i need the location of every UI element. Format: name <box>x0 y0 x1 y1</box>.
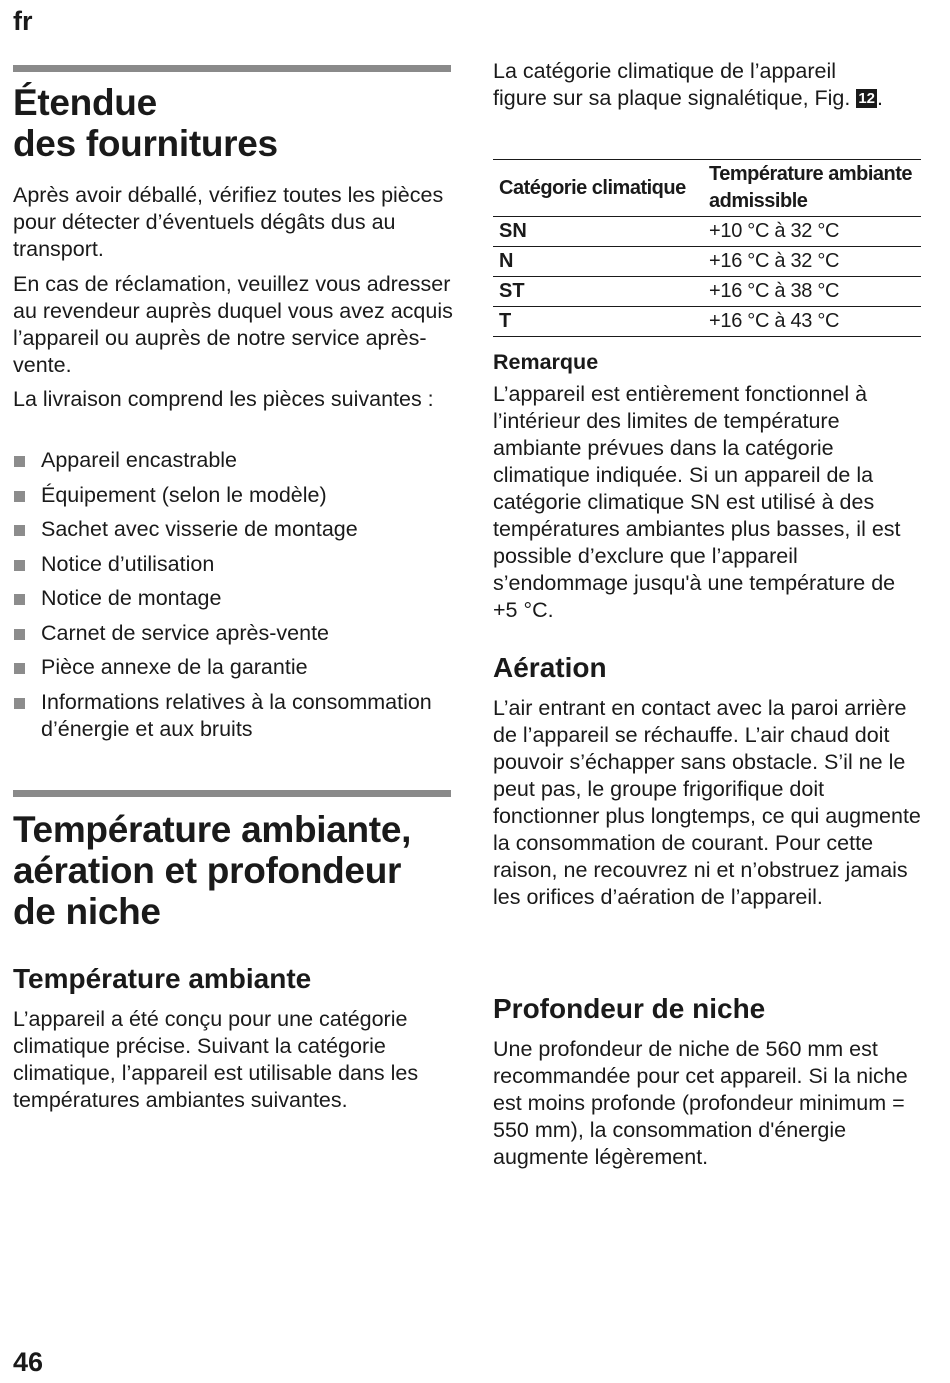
subsection-title: Température ambiante <box>13 963 312 994</box>
column-header: Catégorie climatique <box>493 160 703 217</box>
square-bullet-icon <box>14 663 25 674</box>
list-item: Sachet avec visserie de montage <box>13 516 453 543</box>
table-row <box>493 247 921 277</box>
figure-reference: 12 <box>858 90 876 107</box>
table-header-row <box>493 160 921 217</box>
square-bullet-icon <box>14 594 25 605</box>
language-code: fr <box>13 6 33 36</box>
list-item: Équipement (selon le modèle) <box>13 482 453 509</box>
page-number: 46 <box>13 1347 44 1377</box>
title-line: Étendue <box>13 82 157 123</box>
section-divider <box>13 65 451 72</box>
title-line: des fournitures <box>13 123 278 164</box>
square-bullet-icon <box>14 629 25 640</box>
paragraph: Une profondeur de niche de 560 mm est recommandée pour cet appareil. Si la niche est moins profonde (profondeur minimum = 550 mm), la consommation d'énergie augmente légèrement. <box>493 1037 908 1169</box>
square-bullet-icon <box>14 491 25 502</box>
paragraph: Après avoir déballé, vérifiez toutes les pièces pour détecter d’éventuels dégâts dus au transport. <box>13 183 444 261</box>
temperature-range: +16 °C à 43 °C <box>703 307 921 337</box>
list-item: Informations relatives à la consommation d’énergie et aux bruits <box>13 689 453 743</box>
section-title-temperature: Température ambiante, aération et profondeur de niche <box>13 809 412 932</box>
paragraph: La catégorie climatique de l’appareil figure sur sa plaque signalétique, Fig. 12. <box>493 59 884 110</box>
paragraph: L’appareil a été conçu pour une catégorie climatique précise. Suivant la catégorie climatique, l’appareil est utilisable dans les températures ambiantes suivantes. <box>13 1007 419 1112</box>
temperature-range: +16 °C à 38 °C <box>703 277 921 307</box>
paragraph: L’air entrant en contact avec la paroi arrière de l’appareil se réchauffe. L’air chaud doit pouvoir s’échapper sans obstacle. S’il ne le peut pas, le groupe frigorifique doit fonctionner plus longtemps, ce qui augmente la consommation de courant. Pour cette raison, ne recouvrez ni et n’obstruez jamais les orifices d’aération de l’appareil. <box>493 696 921 909</box>
section-divider <box>13 790 451 797</box>
list-item: Notice de montage <box>13 585 453 612</box>
list-item: Appareil encastrable <box>13 447 453 474</box>
table-row <box>493 307 921 337</box>
paragraph: En cas de réclamation, veuillez vous adresser au revendeur auprès duquel vous avez acquis l’appareil ou auprès de notre service après-vente. <box>13 272 453 377</box>
square-bullet-icon <box>14 560 25 571</box>
climate-category: ST <box>493 277 703 307</box>
temperature-range: +16 °C à 32 °C <box>703 247 921 277</box>
paragraph: La livraison comprend les pièces suivantes : <box>13 387 434 411</box>
climate-table <box>493 159 921 337</box>
note-text: L’appareil est entièrement fonctionnel à l’intérieur des limites de température ambiante prévues dans la catégorie climatique indiquée. Si un appareil de la catégorie climatique SN est utilisé à des températures ambiantes plus basses, il est possible d’exclure que l’appareil s’endommage jusqu'à une température de +5 °C. <box>493 382 901 622</box>
note-title: Remarque <box>493 350 599 374</box>
table-row <box>493 217 921 247</box>
list-item: Carnet de service après-vente <box>13 620 453 647</box>
column-header: Température ambiante admissible <box>703 160 921 217</box>
section-title-delivery <box>13 82 278 164</box>
table-row <box>493 277 921 307</box>
list-item: Pièce annexe de la garantie <box>13 654 453 681</box>
square-bullet-icon <box>14 525 25 536</box>
temperature-range: +10 °C à 32 °C <box>703 217 921 247</box>
square-bullet-icon <box>14 456 25 467</box>
climate-category: N <box>493 247 703 277</box>
climate-category: SN <box>493 217 703 247</box>
subsection-title: Profondeur de niche <box>493 993 766 1024</box>
climate-category: T <box>493 307 703 337</box>
list-item: Notice d’utilisation <box>13 551 453 578</box>
square-bullet-icon <box>14 698 25 709</box>
subsection-title: Aération <box>493 652 607 683</box>
delivery-list <box>13 447 453 750</box>
